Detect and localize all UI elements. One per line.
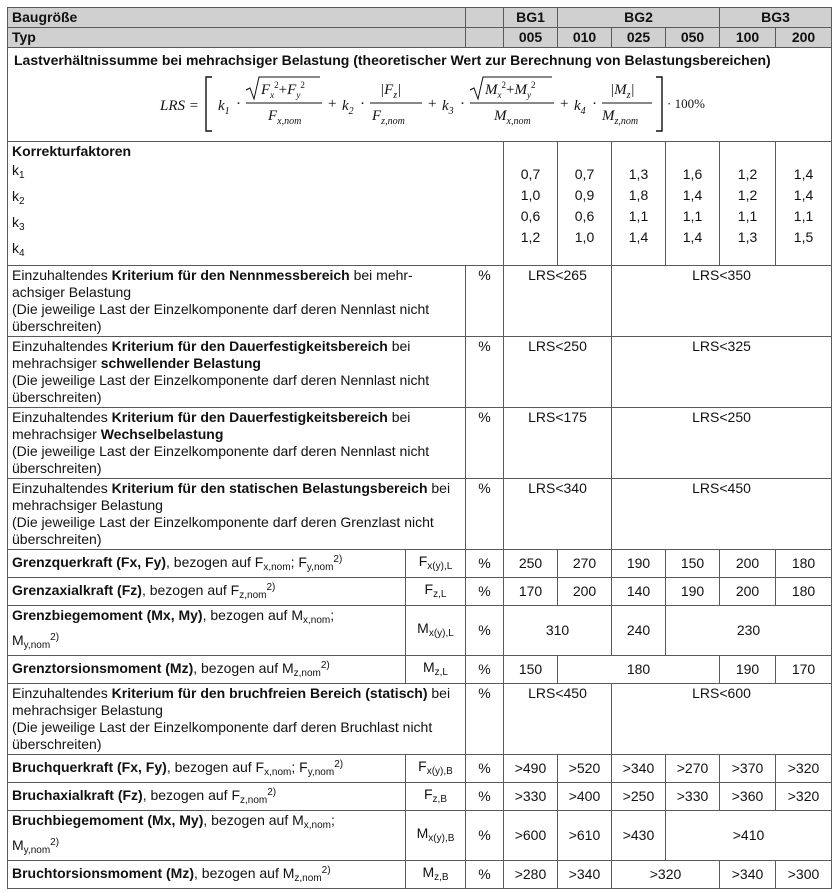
limit-row-grenztorsionsmoment [8, 656, 832, 684]
correction-label-cell [8, 142, 504, 266]
bg1-label: BG1 [504, 8, 558, 28]
value-050-bg3: 230 [666, 606, 832, 656]
t4-numerator: $|M_z|$ [609, 82, 635, 101]
dot-1: · [235, 96, 241, 112]
criterion-row-dauer-wechsel [8, 408, 832, 479]
value-010: >610 [558, 811, 612, 861]
limit-row-bruchquerkraft [8, 755, 832, 783]
value-025: >250 [612, 783, 666, 811]
type-005: 005 [504, 28, 558, 48]
criterion-text: Einzuhaltendes Kriterium für den Dauerfestigkeitsbereich bei mehrachsiger schwellender Belastung (Die jeweilige Last der Einzelkomponente darf deren Nennlast nicht überschreiten) [8, 337, 466, 408]
limit-symbol: $M_{x(y),B}$ [406, 811, 466, 861]
value-005: 170 [504, 578, 558, 606]
limit-unit: % [466, 578, 504, 606]
criterion-note: (Die jeweilige Last der Einzelkomponente darf deren Grenzlast nicht überschreiten) [12, 514, 434, 547]
t2-denominator: $F_{z,nom}$ [371, 108, 405, 127]
criterion-text: Einzuhaltendes Kriterium für den statischen Belastungsbereich bei mehrachsiger Belastung (Die jeweilige Last der Einzelkomponente darf deren Grenzlast nicht überschreiten) [8, 479, 466, 550]
criterion-text: Einzuhaltendes Kriterium für den Nennmessbereich bei mehr-achsiger Belastung (Die jeweilige Last der Einzelkomponente darf deren Nennlast nicht überschreiten) [8, 266, 466, 337]
header-row-type [8, 28, 832, 48]
value-005: >600 [504, 811, 558, 861]
value-010: >400 [558, 783, 612, 811]
value-025: 190 [612, 550, 666, 578]
value-050: >330 [666, 783, 720, 811]
limit-row-grenzquerkraft [8, 550, 832, 578]
value-005: >280 [504, 861, 558, 889]
limit-description: Grenztorsionsmoment (Mz), bezogen auf $M_{z,nom}^{2)}$ [8, 656, 406, 684]
k-values-050: 1,6 1,4 1,1 1,4 [666, 142, 720, 266]
limit-unit: % [466, 861, 504, 889]
plus-3: + [559, 96, 568, 112]
criterion-note: (Die jeweilige Last der Einzelkomponente darf deren Nennlast nicht überschreiten) [12, 372, 430, 405]
value-200: >300 [776, 861, 832, 889]
value-050: 150 [666, 550, 720, 578]
type-010: 010 [558, 28, 612, 48]
value-025: 240 [612, 606, 666, 656]
criterion-value-bg2-bg3: LRS<600 [612, 684, 832, 755]
k2-symbol: $k_2$ [341, 98, 354, 117]
limit-row-bruchaxialkraft [8, 783, 832, 811]
limit-row-bruchbiegemoment [8, 811, 832, 861]
value-bg1: 310 [504, 606, 612, 656]
t4-denominator: $M_{z,nom}$ [601, 108, 638, 127]
value-200: 180 [776, 550, 832, 578]
limit-description: Bruchaxialkraft (Fz), bezogen auf $F_{z,nom}^{2)}$ [8, 783, 406, 811]
plus-1: + [327, 96, 336, 112]
lrs-title: Lastverhältnissumme bei mehrachsiger Belastung (theoretischer Wert zur Berechnung von Belastungsbereichen) [14, 52, 771, 68]
lrs-formula [159, 73, 705, 135]
t3-numerator: $M_x^2+M_y^2$ [484, 80, 535, 100]
limit-unit: % [466, 550, 504, 578]
limit-unit: % [466, 606, 504, 656]
value-100: >360 [720, 783, 776, 811]
value-010: 270 [558, 550, 612, 578]
criterion-value-bg2-bg3: LRS<450 [612, 479, 832, 550]
criterion-text: Einzuhaltendes Kriterium für den bruchfreien Bereich (statisch) bei mehrachsiger Belastung (Die jeweilige Last der Einzelkomponente darf deren Bruchlast nicht überschreiten) [8, 684, 466, 755]
k1-symbol: $k_1$ [217, 98, 230, 117]
value-100: 190 [720, 656, 776, 684]
dot-4: · [591, 96, 597, 112]
limit-symbol: $F_{x(y),L}$ [406, 550, 466, 578]
criterion-value-bg1: LRS<340 [504, 479, 612, 550]
value-100: >370 [720, 755, 776, 783]
k4-label: $k_4$ [12, 240, 25, 259]
limit-description: Grenzbiegemoment (Mx, My), bezogen auf $M_{x,nom}$; $M_{y,nom}^{2)}$ [8, 606, 406, 656]
criterion-note: (Die jeweilige Last der Einzelkomponente darf deren Nennlast nicht überschreiten) [12, 301, 430, 334]
criterion-note: (Die jeweilige Last der Einzelkomponente darf deren Nennlast nicht überschreiten) [12, 443, 430, 476]
type-200: 200 [776, 28, 832, 48]
limit-description: Grenzquerkraft (Fx, Fy), bezogen auf $F_{x,nom}$; $F_{y,nom}^{2)}$ [8, 550, 406, 578]
criterion-unit: % [466, 266, 504, 337]
bg3-label: BG3 [720, 8, 832, 28]
criterion-value-bg1: LRS<250 [504, 337, 612, 408]
value-050: >270 [666, 755, 720, 783]
criterion-value-bg2-bg3: LRS<350 [612, 266, 832, 337]
correction-title: Korrekturfaktoren [12, 143, 132, 159]
value-025: >340 [612, 755, 666, 783]
value-005: >330 [504, 783, 558, 811]
k-values-025: 1,3 1,8 1,1 1,4 [612, 142, 666, 266]
value-010: 200 [558, 578, 612, 606]
criterion-text: Einzuhaltendes Kriterium für den Dauerfestigkeitsbereich bei mehrachsiger Wechselbelastung (Die jeweilige Last der Einzelkomponente darf deren Nennlast nicht überschreiten) [8, 408, 466, 479]
limit-description: Grenzaxialkraft (Fz), bezogen auf $F_{z,nom}^{2)}$ [8, 578, 406, 606]
limit-description: Bruchquerkraft (Fx, Fy), bezogen auf $F_{x,nom}$; $F_{y,nom}^{2)}$ [8, 755, 406, 783]
value-025: >430 [612, 811, 666, 861]
limit-symbol: $F_{z,L}$ [406, 578, 466, 606]
k-values-005: 0,7 1,0 0,6 1,2 [504, 142, 558, 266]
limit-unit: % [466, 755, 504, 783]
type-label: Typ [8, 28, 466, 48]
k2-label: $k_2$ [12, 188, 25, 207]
t2-numerator: $|F_z|$ [379, 82, 401, 101]
value-005: >490 [504, 755, 558, 783]
k4-symbol: $k_4$ [573, 98, 586, 117]
limit-description: Bruchtorsionsmoment (Mz), bezogen auf $M_{z,nom}^{2)}$ [8, 861, 406, 889]
limit-symbol: $M_{z,B}$ [406, 861, 466, 889]
k1-label: $k_1$ [12, 162, 25, 181]
bg2-label: BG2 [558, 8, 720, 28]
limit-symbol: $F_{x(y),B}$ [406, 755, 466, 783]
limit-row-grenzaxialkraft [8, 578, 832, 606]
t3-denominator: $M_{x,nom}$ [493, 108, 531, 127]
value-010-050: 180 [558, 656, 720, 684]
correction-factor-row [8, 142, 832, 266]
dot-2: · [359, 96, 365, 112]
plus-2: + [427, 96, 436, 112]
limit-unit: % [466, 783, 504, 811]
k-values-010: 0,7 0,9 0,6 1,0 [558, 142, 612, 266]
limit-symbol: $M_{z,L}$ [406, 656, 466, 684]
type-100: 100 [720, 28, 776, 48]
lrs-lhs: LRS = [159, 98, 199, 114]
lrs-cell [8, 48, 832, 142]
header-row-size [8, 8, 832, 28]
limit-description: Bruchbiegemoment (Mx, My), bezogen auf $M_{x,nom}$; $M_{y,nom}^{2)}$ [8, 811, 406, 861]
type-025: 025 [612, 28, 666, 48]
t1-denominator: $F_{x,nom}$ [267, 108, 301, 127]
left-bracket [206, 77, 212, 131]
value-025: 140 [612, 578, 666, 606]
value-010: >340 [558, 861, 612, 889]
criterion-row-dauer-schwellend [8, 337, 832, 408]
k-values-100: 1,2 1,2 1,1 1,3 [720, 142, 776, 266]
value-050-bg3: >410 [666, 811, 832, 861]
criterion-row-nennmess [8, 266, 832, 337]
criterion-value-bg1: LRS<175 [504, 408, 612, 479]
value-200: 170 [776, 656, 832, 684]
value-005: 250 [504, 550, 558, 578]
k-values-200: 1,4 1,4 1,1 1,5 [776, 142, 832, 266]
percent-factor: · 100% [666, 96, 705, 111]
value-025-050: >320 [612, 861, 720, 889]
right-bracket [656, 77, 662, 131]
criterion-unit: % [466, 684, 504, 755]
k3-symbol: $k_3$ [441, 98, 454, 117]
limit-row-bruchtorsionsmoment [8, 861, 832, 889]
value-200: 180 [776, 578, 832, 606]
criterion-unit: % [466, 479, 504, 550]
type-050: 050 [666, 28, 720, 48]
dot-3: · [459, 96, 465, 112]
criterion-value-bg2-bg3: LRS<250 [612, 408, 832, 479]
t1-numerator: $F_x^2+F_y^2$ [260, 80, 305, 100]
limit-symbol: $M_{x(y),L}$ [406, 606, 466, 656]
criterion-note: (Die jeweilige Last der Einzelkomponente darf deren Bruchlast nicht überschreiten) [12, 719, 433, 752]
size-label: Baugröße [8, 8, 466, 28]
value-100: >340 [720, 861, 776, 889]
header-spacer [466, 28, 504, 48]
value-200: >320 [776, 783, 832, 811]
criterion-row-bruchfrei [8, 684, 832, 755]
criterion-value-bg1: LRS<450 [504, 684, 612, 755]
value-050: 190 [666, 578, 720, 606]
lrs-row [8, 48, 832, 142]
value-100: 200 [720, 578, 776, 606]
criterion-unit: % [466, 408, 504, 479]
value-010: >520 [558, 755, 612, 783]
limit-unit: % [466, 811, 504, 861]
criterion-row-statisch [8, 479, 832, 550]
limit-unit: % [466, 656, 504, 684]
k3-label: $k_3$ [12, 214, 25, 233]
header-spacer [466, 8, 504, 28]
specification-table [7, 7, 832, 889]
criterion-unit: % [466, 337, 504, 408]
value-100: 200 [720, 550, 776, 578]
limit-row-grenzbiegemoment [8, 606, 832, 656]
criterion-value-bg1: LRS<265 [504, 266, 612, 337]
value-200: >320 [776, 755, 832, 783]
value-005: 150 [504, 656, 558, 684]
limit-symbol: $F_{z,B}$ [406, 783, 466, 811]
criterion-value-bg2-bg3: LRS<325 [612, 337, 832, 408]
